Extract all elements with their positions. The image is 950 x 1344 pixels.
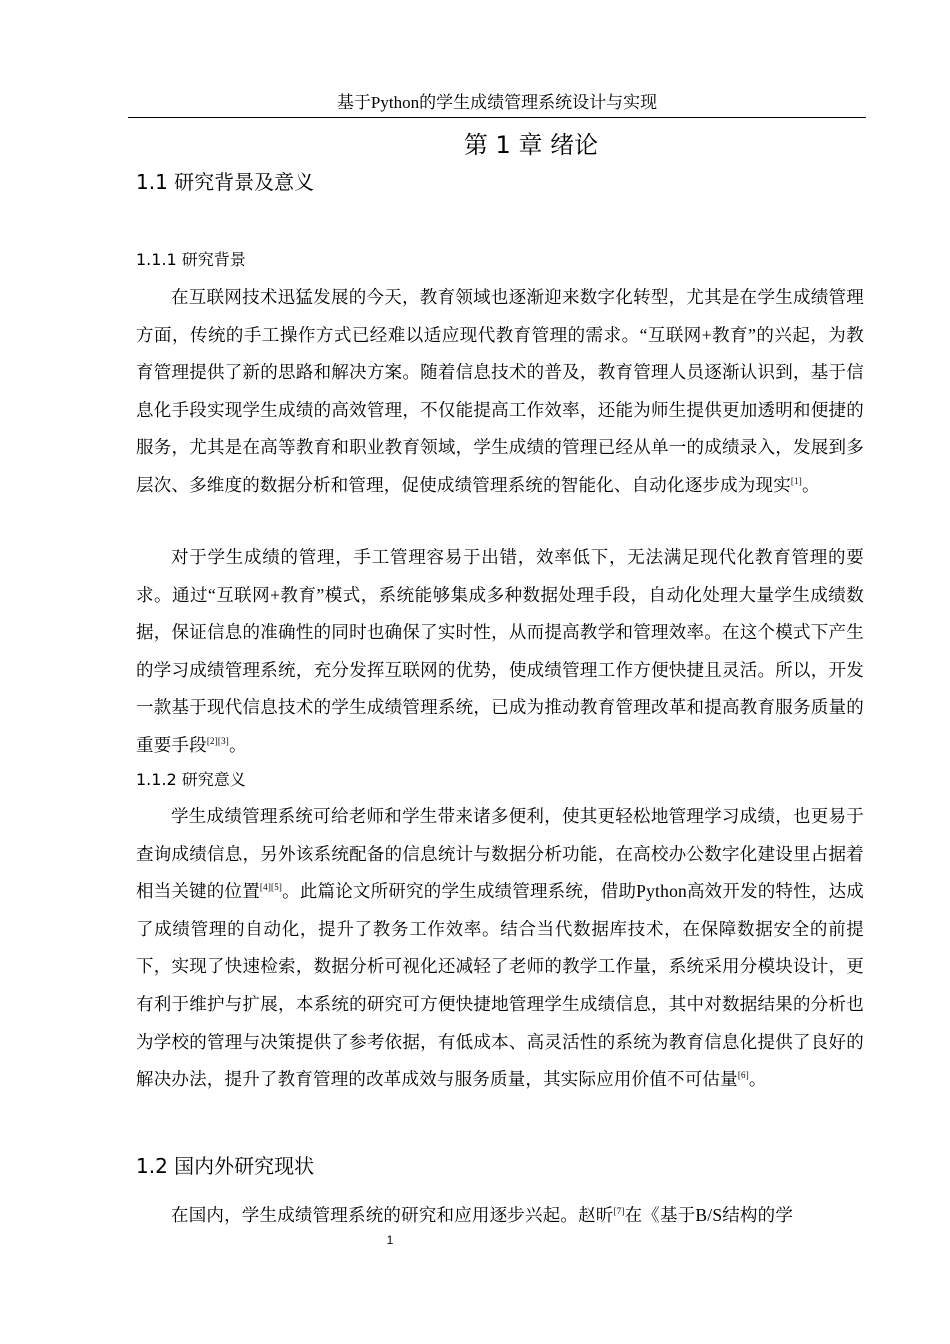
section-heading-1-2: 1.2 国内外研究现状: [136, 1154, 315, 1178]
subsection-heading-1-1-1: 1.1.1 研究背景: [136, 250, 246, 269]
paragraph-end: 。: [748, 1069, 767, 1090]
paragraph-end: 。: [229, 734, 247, 755]
section-heading-1-1: 1.1 研究背景及意义: [136, 170, 315, 194]
paragraph-text: 在互联网技术迅猛发展的今天，教育领域也逐渐迎来数字化转型，尤其是在学生成绩管理方面，传统的手工操作方式已经难以适应现代教育管理的需求。“互联网+教育”的兴起，为教育管理提供了新的思路和解决方案。随着信息技术的普及，教育管理人员逐渐认识到，基于信息化手段实现学生成绩的高效管理，不仅能提高工作效率，还能为师生提供更加透明和便捷的服务，尤其是在高等教育和职业教育领域，学生成绩的管理已经从单一的成绩录入，发展到多层次、多维度的数据分析和管理，促使成绩管理系统的智能化、自动化逐步成为现实: [136, 287, 864, 495]
paragraph-research-status: [136, 1197, 864, 1235]
paragraph-background-1: [136, 279, 864, 505]
paragraph-text: 在国内，学生成绩管理系统的研究和应用逐步兴起。赵昕: [171, 1205, 614, 1225]
page-number: 1: [386, 1233, 394, 1247]
citation-ref: [6]: [737, 1070, 749, 1081]
header-rule: [128, 117, 866, 118]
paragraph-significance: [136, 798, 864, 1099]
paragraph-text: 学生成绩管理系统可给老师和学生带来诸多便利，使其更轻松地管理学习成绩，也更易于查询成绩信息，另外该系统配备的信息统计与数据分析功能，在高校办公数字化建设里占据着相当关键的位置: [136, 806, 864, 902]
citation-ref: [2][3]: [206, 735, 230, 746]
paragraph-background-2: [136, 539, 864, 765]
paragraph-end: 。: [802, 474, 820, 495]
subsection-heading-1-1-2: 1.1.2 研究意义: [136, 770, 246, 789]
chapter-title: 第 1 章 绪论: [463, 131, 599, 159]
citation-ref: [4][5]: [259, 882, 283, 893]
citation-ref: [1]: [790, 475, 803, 486]
paragraph-text: 对于学生成绩的管理，手工管理容易于出错，效率低下，无法满足现代化教育管理的要求。通过“互联网+教育”模式，系统能够集成多种数据处理手段，自动化处理大量学生成绩数据，保证信息的准确性的同时也确保了实时性，从而提高教学和管理效率。在这个模式下产生的学习成绩管理系统，充分发挥互联网的优势，使成绩管理工作方便快捷且灵活。所以，开发一款基于现代信息技术的学生成绩管理系统，已成为推动教育管理改革和提高教育服务质量的重要手段: [136, 547, 864, 755]
citation-ref: [7]: [613, 1206, 625, 1216]
paragraph-text: 在《基于B/S结构的学: [624, 1205, 794, 1225]
running-header: 基于Python的学生成绩管理系统设计与实现: [336, 93, 658, 112]
paragraph-text: 。此篇论文所研究的学生成绩管理系统，借助Python高效开发的特性，达成了成绩管理的自动化，提升了教务工作效率。结合当代数据库技术，在保障数据安全的前提下，实现了快速检索，数据分析可视化还减轻了老师的教学工作量，系统采用分模块设计，更有利于维护与扩展，本系统的研究可方便快捷地管理学生成绩信息，其中对数据结果的分析也为学校的管理与决策提供了参考依据，有低成本、高灵活性的系统为教育信息化提供了良好的解决办法，提升了教育管理的改革成效与服务质量，其实际应用价值不可估量: [136, 881, 864, 1090]
